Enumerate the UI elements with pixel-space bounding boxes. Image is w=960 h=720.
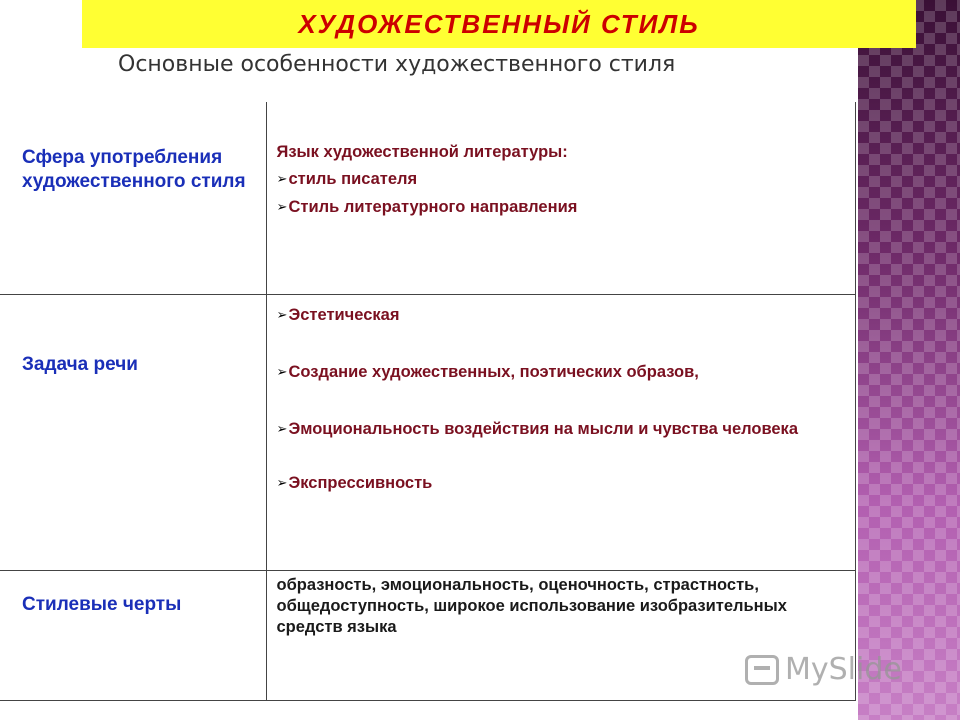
arrow-bullet-icon: ➢ <box>276 363 288 379</box>
table-row <box>0 570 856 700</box>
table-row <box>0 102 856 294</box>
arrow-bullet-icon: ➢ <box>276 171 288 187</box>
features-table <box>0 102 856 701</box>
list-item <box>277 473 836 494</box>
list-item-text: Эстетическая <box>288 305 400 324</box>
row-label: Задача речи <box>0 294 266 570</box>
watermark-text: MySlide <box>785 652 902 687</box>
list-item-text: Создание художественных, поэтических образов, <box>288 362 699 381</box>
list-item <box>277 305 836 326</box>
arrow-bullet-icon: ➢ <box>276 198 288 214</box>
row-content <box>266 294 856 570</box>
content-intro: Язык художественной литературы: <box>276 143 568 161</box>
list-item-text: стиль писателя <box>288 170 418 189</box>
list-item <box>277 419 836 440</box>
row-content: образность, эмоциональность, оценочность, страстность, общедоступность, широкое использование изобразительных средств языка <box>266 570 856 700</box>
row-label: Стилевые черты <box>0 570 266 700</box>
watermark <box>745 652 902 687</box>
slide-title: ХУДОЖЕСТВЕННЫЙ СТИЛЬ <box>298 8 700 39</box>
row-content <box>266 102 856 294</box>
list-item-text: Эмоциональность воздействия на мысли и чувства человека <box>288 420 798 439</box>
arrow-bullet-icon: ➢ <box>276 306 288 322</box>
list-item-text: Экспрессивность <box>288 473 433 492</box>
title-bar <box>82 0 916 48</box>
table-row <box>0 294 856 570</box>
decorative-side-panel <box>858 0 960 720</box>
list-item-text: Стиль литературного направления <box>288 197 578 216</box>
row-label: Сфера употребления художественного стиля <box>0 102 266 294</box>
list-item <box>277 169 836 190</box>
arrow-bullet-icon: ➢ <box>276 474 288 490</box>
arrow-bullet-icon: ➢ <box>276 421 288 437</box>
myslide-logo-icon <box>745 655 779 685</box>
slide-subtitle: Основные особенности художественного стиля <box>118 52 676 77</box>
list-item <box>277 197 836 218</box>
list-item <box>277 362 836 383</box>
